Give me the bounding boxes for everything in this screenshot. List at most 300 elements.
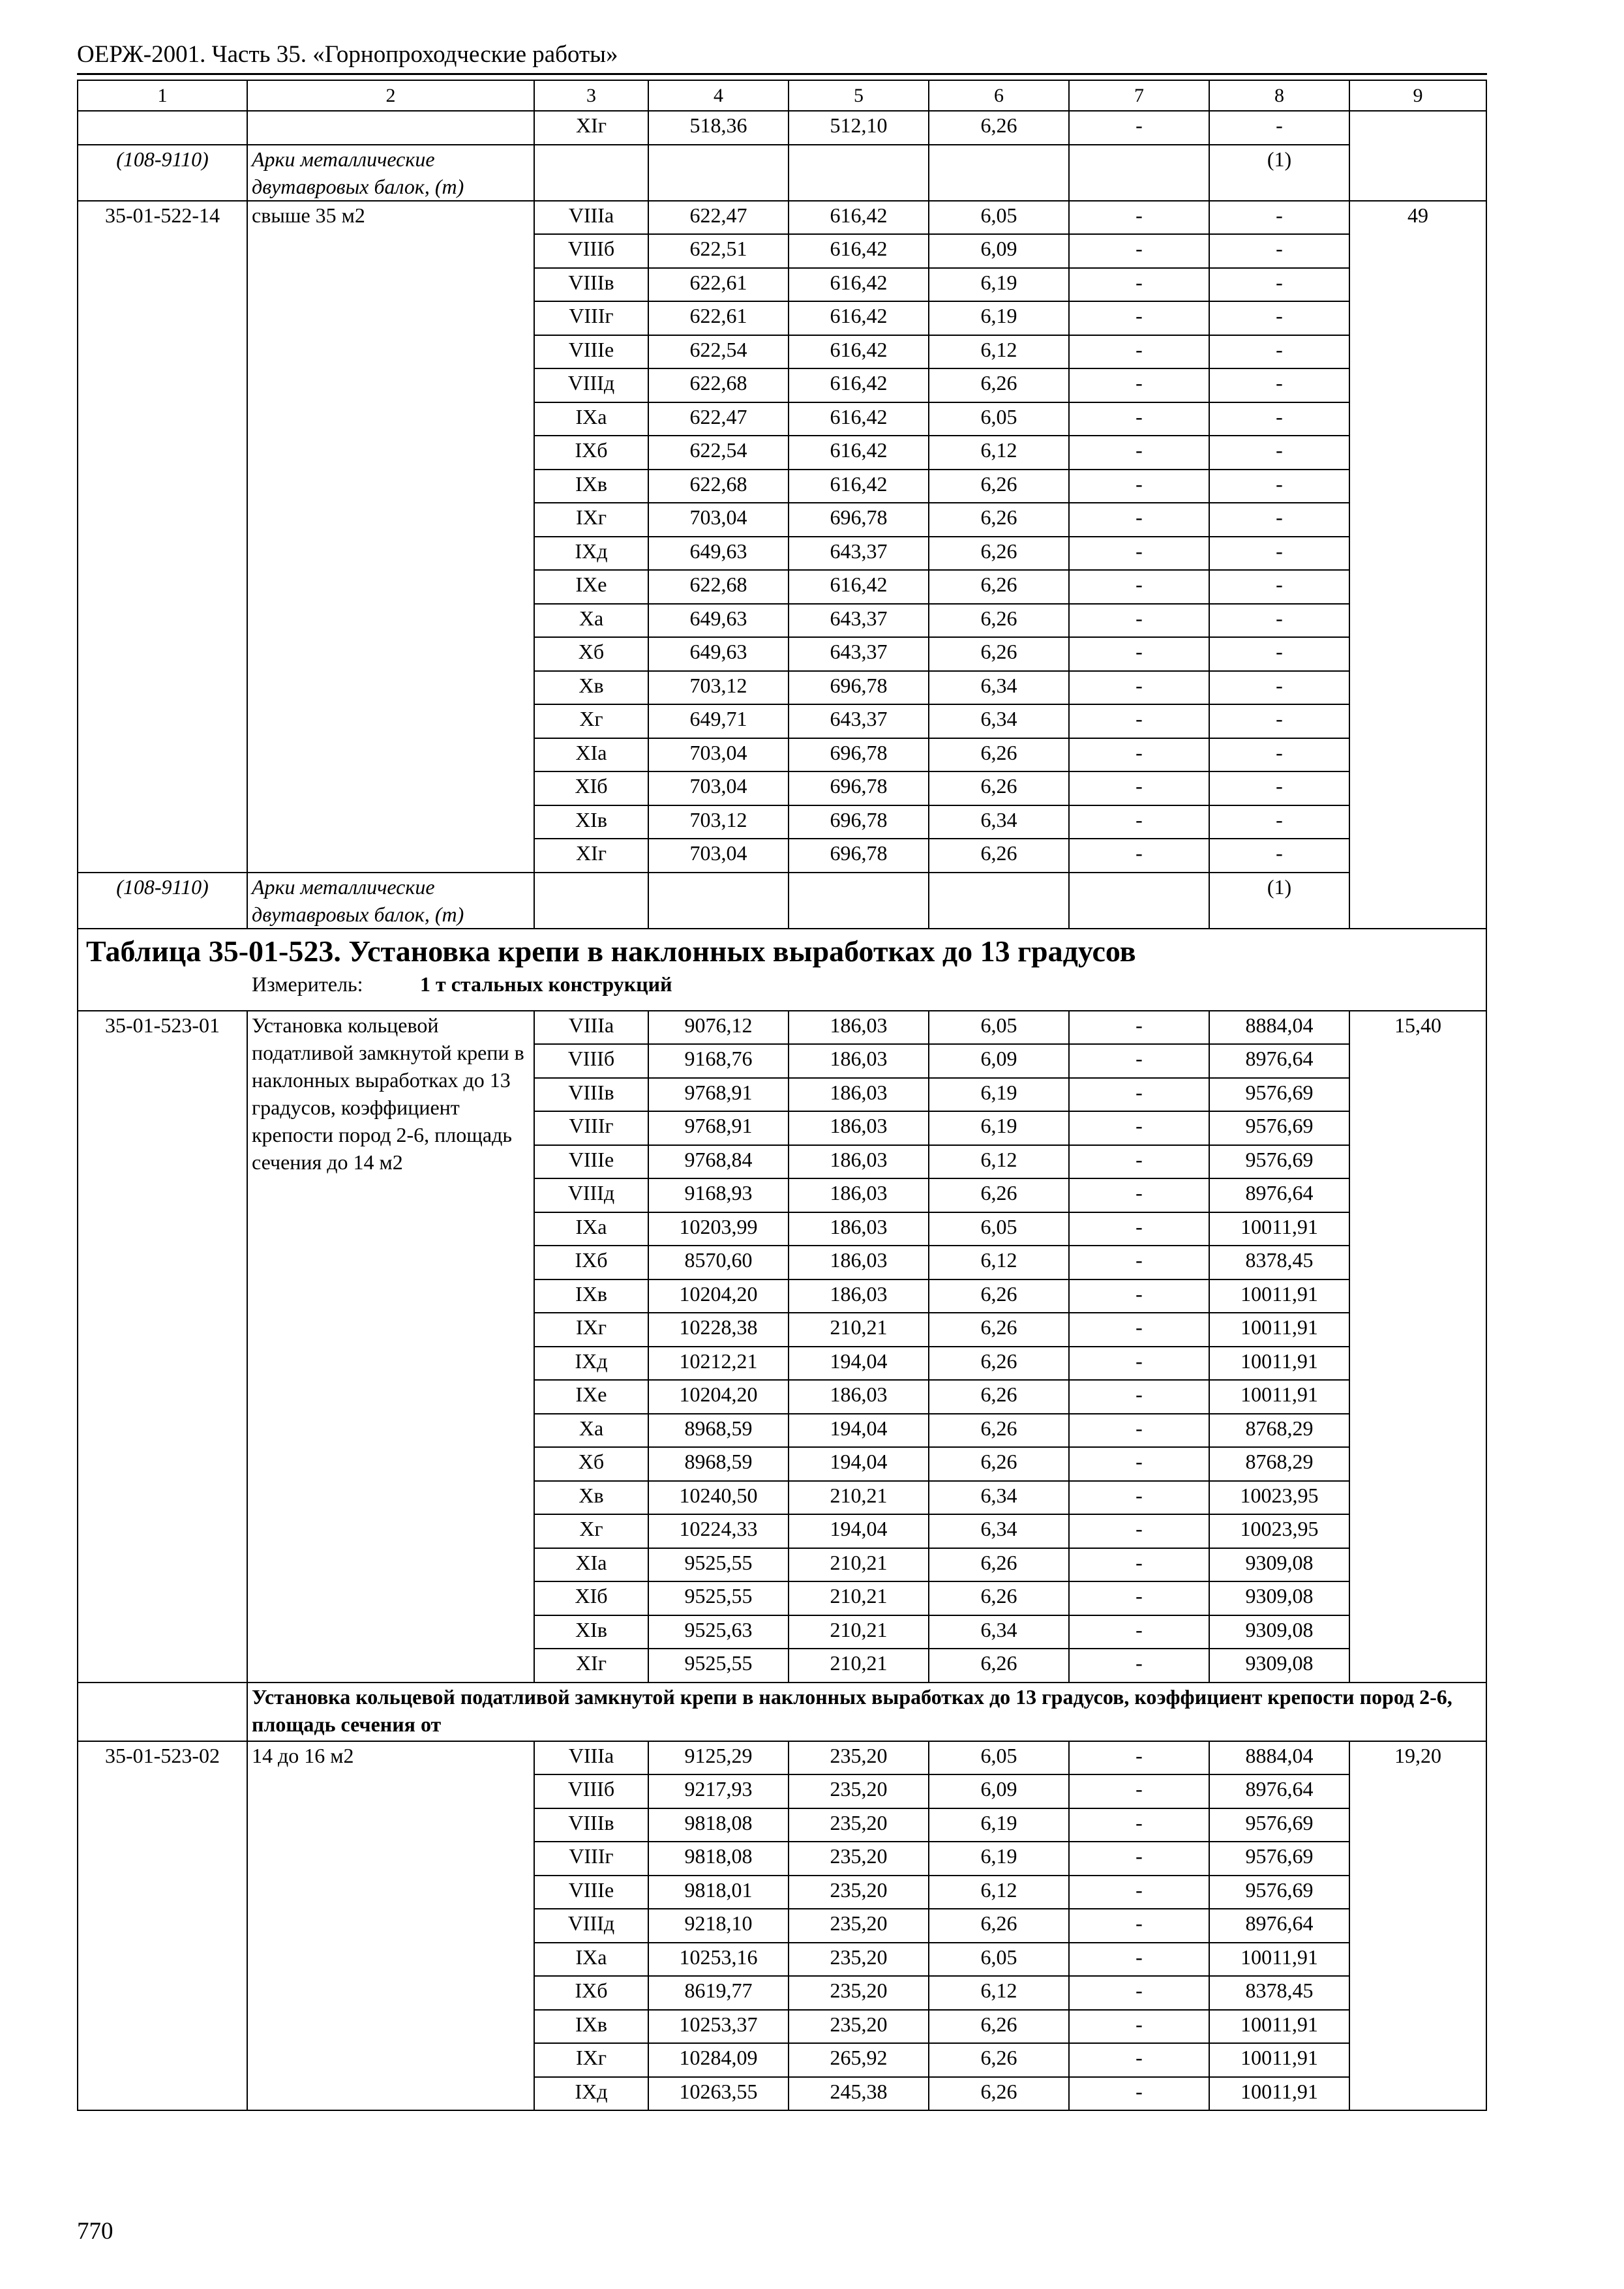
column-number-row [78,80,1486,111]
machines-cell: 6,26 [929,1548,1069,1582]
materials-cell: - [1209,537,1349,571]
zone-cell: Xб [534,637,648,671]
machines-cell: 6,09 [929,234,1069,268]
materials-cell: - [1209,301,1349,335]
total-cost-cell: 649,63 [648,604,789,638]
machinist-wages-cell: - [1069,1011,1209,1045]
wages-cell: 210,21 [789,1649,929,1683]
zone-cell: VIIIв [534,268,648,302]
zone-cell: IXб [534,1976,648,2010]
materials-cell: 9309,08 [1209,1649,1349,1683]
column-number: 2 [247,80,534,111]
materials-cell: 10011,91 [1209,1943,1349,1977]
total-cost-cell: 9525,55 [648,1649,789,1683]
machinist-wages-cell: - [1069,738,1209,772]
total-cost-cell: 10212,21 [648,1347,789,1381]
col9-cell: 19,20 [1349,1741,1486,2111]
materials-cell: 8378,45 [1209,1246,1349,1279]
wages-cell: 643,37 [789,704,929,738]
wages-cell: 616,42 [789,201,929,235]
wages-cell: 186,03 [789,1111,929,1145]
rates-table [77,80,1487,2111]
total-cost-cell: 9768,84 [648,1145,789,1179]
machines-cell: 6,05 [929,201,1069,235]
materials-cell: - [1209,570,1349,604]
empty-cell [648,873,789,929]
machines-cell: 6,26 [929,1279,1069,1313]
machines-cell: 6,26 [929,503,1069,537]
code-cell: 35-01-523-02 [78,1741,247,2111]
col9-cell: 15,40 [1349,1011,1486,1683]
empty-cell [929,145,1069,201]
machinist-wages-cell: - [1069,1481,1209,1515]
zone-cell: VIIIе [534,1876,648,1909]
table-title-cell [78,929,1486,1011]
machines-cell: 6,26 [929,470,1069,503]
code-cell [78,111,247,145]
total-cost-cell: 703,04 [648,839,789,873]
machinist-wages-cell: - [1069,1649,1209,1683]
machinist-wages-cell: - [1069,805,1209,839]
total-cost-cell: 9818,01 [648,1876,789,1909]
materials-cell: 9309,08 [1209,1548,1349,1582]
total-cost-cell: 622,47 [648,201,789,235]
machinist-wages-cell: - [1069,368,1209,402]
wages-cell: 696,78 [789,503,929,537]
machinist-wages-cell: - [1069,2043,1209,2077]
description-cell: 14 до 16 м2 [247,1741,534,2111]
machines-cell: 6,26 [929,738,1069,772]
materials-cell: 8884,04 [1209,1741,1349,1775]
machinist-wages-cell: - [1069,1414,1209,1448]
machinist-wages-cell: - [1069,1347,1209,1381]
machines-cell: 6,26 [929,637,1069,671]
empty-cell [648,145,789,201]
wages-cell: 643,37 [789,604,929,638]
machines-cell: 6,34 [929,1615,1069,1649]
machinist-wages-cell: - [1069,1380,1209,1414]
machines-cell: 6,26 [929,771,1069,805]
column-number: 7 [1069,80,1209,111]
total-cost-cell: 9168,76 [648,1044,789,1078]
total-cost-cell: 8570,60 [648,1246,789,1279]
zone-cell: Xа [534,1414,648,1448]
total-cost-cell: 9217,93 [648,1774,789,1808]
zone-cell: Xг [534,704,648,738]
machinist-wages-cell: - [1069,1313,1209,1347]
material-code: (108-9110) [78,145,247,201]
machinist-wages-cell: - [1069,1808,1209,1842]
wages-cell: 696,78 [789,805,929,839]
machines-cell: 6,19 [929,1808,1069,1842]
materials-cell: - [1209,335,1349,369]
wages-cell: 186,03 [789,1044,929,1078]
wages-cell: 265,92 [789,2043,929,2077]
materials-cell: - [1209,111,1349,145]
machinist-wages-cell: - [1069,1279,1209,1313]
materials-cell: - [1209,268,1349,302]
wages-cell: 235,20 [789,1943,929,1977]
measure-value: 1 т стальных конструкций [420,972,672,996]
materials-cell: 8378,45 [1209,1976,1349,2010]
machines-cell: 6,26 [929,537,1069,571]
machinist-wages-cell: - [1069,1548,1209,1582]
machines-cell: 6,19 [929,1111,1069,1145]
col9-cell: 49 [1349,201,1486,929]
materials-cell: - [1209,436,1349,470]
zone-cell: XIб [534,771,648,805]
table-title-row [78,929,1486,1011]
materials-cell: 10011,91 [1209,2077,1349,2111]
materials-cell: - [1209,839,1349,873]
materials-cell: 10011,91 [1209,2043,1349,2077]
wages-cell: 696,78 [789,671,929,705]
group-heading: Установка кольцевой податливой замкнутой крепи в наклонных выработках до 13 градусов, коэффициент крепости пород 2-6, площадь сечения от [247,1683,1486,1741]
materials-cell: 9576,69 [1209,1145,1349,1179]
zone-cell: VIIIв [534,1078,648,1112]
total-cost-cell: 9125,29 [648,1741,789,1775]
zone-cell: IXг [534,2043,648,2077]
zone-cell: VIIIг [534,1842,648,1876]
wages-cell: 186,03 [789,1246,929,1279]
machinist-wages-cell: - [1069,1976,1209,2010]
total-cost-cell: 703,04 [648,738,789,772]
wages-cell: 194,04 [789,1414,929,1448]
machinist-wages-cell: - [1069,771,1209,805]
zone-cell: Xб [534,1447,648,1481]
materials-cell: - [1209,805,1349,839]
wages-cell: 235,20 [789,2010,929,2044]
zone-cell: VIIIд [534,1178,648,1212]
total-cost-cell: 703,12 [648,805,789,839]
wages-cell: 616,42 [789,268,929,302]
zone-cell: XIв [534,805,648,839]
machinist-wages-cell: - [1069,637,1209,671]
total-cost-cell: 622,51 [648,234,789,268]
table-row [78,1011,1486,1045]
total-cost-cell: 8619,77 [648,1976,789,2010]
column-number: 4 [648,80,789,111]
group-heading-row [78,1683,1486,1741]
machinist-wages-cell: - [1069,704,1209,738]
machinist-wages-cell: - [1069,1909,1209,1943]
total-cost-cell: 649,71 [648,704,789,738]
wages-cell: 186,03 [789,1145,929,1179]
materials-cell: 9576,69 [1209,1842,1349,1876]
total-cost-cell: 9768,91 [648,1078,789,1112]
wages-cell: 616,42 [789,234,929,268]
machines-cell: 6,26 [929,1380,1069,1414]
machines-cell: 6,34 [929,1481,1069,1515]
machinist-wages-cell: - [1069,1876,1209,1909]
wages-cell: 210,21 [789,1548,929,1582]
page-header: ОЕРЖ-2001. Часть 35. «Горнопроходческие работы» [77,41,618,68]
materials-cell: 8976,64 [1209,1178,1349,1212]
column-number: 8 [1209,80,1349,111]
zone-cell: IXв [534,1279,648,1313]
machines-cell: 6,26 [929,2043,1069,2077]
zone-cell: VIIIа [534,201,648,235]
zone-cell: VIIIб [534,1774,648,1808]
zone-cell: IXд [534,2077,648,2111]
machines-cell: 6,26 [929,111,1069,145]
materials-cell: 10011,91 [1209,1212,1349,1246]
column-number: 9 [1349,80,1486,111]
description-cell [247,111,534,145]
total-cost-cell: 10203,99 [648,1212,789,1246]
total-cost-cell: 10284,09 [648,2043,789,2077]
zone-cell: XIг [534,839,648,873]
wages-cell: 616,42 [789,436,929,470]
machinist-wages-cell: - [1069,1111,1209,1145]
page-number: 770 [77,2218,113,2245]
materials-cell: - [1209,704,1349,738]
materials-cell: - [1209,503,1349,537]
zone-cell: XIа [534,1548,648,1582]
column-number: 3 [534,80,648,111]
table-row [78,1741,1486,1775]
wages-cell: 210,21 [789,1581,929,1615]
total-cost-cell: 9768,91 [648,1111,789,1145]
total-cost-cell: 622,61 [648,301,789,335]
wages-cell: 194,04 [789,1447,929,1481]
zone-cell: Xв [534,1481,648,1515]
zone-cell: XIг [534,1649,648,1683]
total-cost-cell: 9168,93 [648,1178,789,1212]
machinist-wages-cell: - [1069,1145,1209,1179]
total-cost-cell: 622,68 [648,570,789,604]
materials-cell: 10011,91 [1209,1380,1349,1414]
machines-cell: 6,34 [929,704,1069,738]
machines-cell: 6,19 [929,1842,1069,1876]
machinist-wages-cell: - [1069,2010,1209,2044]
machinist-wages-cell: - [1069,1246,1209,1279]
materials-cell: 10023,95 [1209,1514,1349,1548]
zone-cell: VIIIд [534,1909,648,1943]
wages-cell: 235,20 [789,1876,929,1909]
materials-cell: - [1209,470,1349,503]
machines-cell: 6,05 [929,1943,1069,1977]
machinist-wages-cell: - [1069,1615,1209,1649]
materials-cell: - [1209,637,1349,671]
machines-cell: 6,34 [929,671,1069,705]
col9-cell [1349,111,1486,201]
wages-cell: 616,42 [789,301,929,335]
total-cost-cell: 10228,38 [648,1313,789,1347]
materials-cell: 9309,08 [1209,1581,1349,1615]
total-cost-cell: 703,04 [648,771,789,805]
total-cost-cell: 622,68 [648,470,789,503]
empty-cell [1069,145,1209,201]
zone-cell: VIIIг [534,1111,648,1145]
total-cost-cell: 649,63 [648,537,789,571]
materials-cell: 8976,64 [1209,1909,1349,1943]
materials-cell: - [1209,368,1349,402]
machines-cell: 6,26 [929,1178,1069,1212]
wages-cell: 210,21 [789,1615,929,1649]
total-cost-cell: 10204,20 [648,1380,789,1414]
machines-cell: 6,26 [929,2010,1069,2044]
wages-cell: 235,20 [789,1774,929,1808]
empty-cell [789,873,929,929]
machinist-wages-cell: - [1069,268,1209,302]
total-cost-cell: 8968,59 [648,1447,789,1481]
zone-cell: IXд [534,537,648,571]
total-cost-cell: 9525,63 [648,1615,789,1649]
total-cost-cell: 9818,08 [648,1808,789,1842]
machinist-wages-cell: - [1069,570,1209,604]
code-cell: 35-01-523-01 [78,1011,247,1683]
machines-cell: 6,05 [929,1011,1069,1045]
machines-cell: 6,26 [929,2077,1069,2111]
total-cost-cell: 10204,20 [648,1279,789,1313]
materials-cell: - [1209,201,1349,235]
material-code: (108-9110) [78,873,247,929]
wages-cell: 186,03 [789,1078,929,1112]
wages-cell: 616,42 [789,335,929,369]
machinist-wages-cell: - [1069,1178,1209,1212]
machinist-wages-cell: - [1069,1842,1209,1876]
zone-cell: VIIIа [534,1741,648,1775]
materials-cell: - [1209,771,1349,805]
wages-cell: 616,42 [789,570,929,604]
materials-cell: 9576,69 [1209,1078,1349,1112]
machines-cell: 6,26 [929,1313,1069,1347]
machinist-wages-cell: - [1069,1447,1209,1481]
machines-cell: 6,12 [929,1246,1069,1279]
total-cost-cell: 518,36 [648,111,789,145]
wages-cell: 235,20 [789,1976,929,2010]
machinist-wages-cell: - [1069,839,1209,873]
total-cost-cell: 10253,37 [648,2010,789,2044]
total-cost-cell: 703,12 [648,671,789,705]
machines-cell: 6,12 [929,1976,1069,2010]
description-cell: Установка кольцевой податливой замкнутой крепи в наклонных выработках до 13 градусов, коэффициент крепости пород 2-6, площадь сечения до 14 м2 [247,1011,534,1683]
zone-cell: IXг [534,503,648,537]
machines-cell: 6,19 [929,1078,1069,1112]
zone-cell: VIIIг [534,301,648,335]
machines-cell: 6,26 [929,368,1069,402]
zone-cell: VIIIе [534,1145,648,1179]
wages-cell: 696,78 [789,738,929,772]
machines-cell: 6,12 [929,1876,1069,1909]
machinist-wages-cell: - [1069,1212,1209,1246]
total-cost-cell: 9218,10 [648,1909,789,1943]
machinist-wages-cell: - [1069,1581,1209,1615]
materials-cell: 10023,95 [1209,1481,1349,1515]
zone-cell: IXе [534,570,648,604]
materials-cell: 9576,69 [1209,1808,1349,1842]
machinist-wages-cell: - [1069,1514,1209,1548]
total-cost-cell: 8968,59 [648,1414,789,1448]
materials-cell: 8976,64 [1209,1044,1349,1078]
zone-cell: IXе [534,1380,648,1414]
machines-cell: 6,26 [929,839,1069,873]
zone-cell: Xв [534,671,648,705]
machines-cell: 6,26 [929,604,1069,638]
empty-cell [789,145,929,201]
zone-cell: IXб [534,436,648,470]
wages-cell: 643,37 [789,537,929,571]
zone-cell: VIIIв [534,1808,648,1842]
wages-cell: 194,04 [789,1347,929,1381]
machinist-wages-cell: - [1069,503,1209,537]
zone-cell: IXб [534,1246,648,1279]
machinist-wages-cell: - [1069,537,1209,571]
wages-cell: 235,20 [789,1808,929,1842]
zone-cell: XIа [534,738,648,772]
machines-cell: 6,26 [929,570,1069,604]
materials-cell: 10011,91 [1209,2010,1349,2044]
machines-cell: 6,12 [929,335,1069,369]
materials-cell: 9576,69 [1209,1876,1349,1909]
zone-cell: VIIIб [534,1044,648,1078]
machinist-wages-cell: - [1069,1943,1209,1977]
machines-cell: 6,26 [929,1581,1069,1615]
zone-cell: IXа [534,402,648,436]
machines-cell: 6,26 [929,1414,1069,1448]
total-cost-cell: 622,61 [648,268,789,302]
materials-cell: 8884,04 [1209,1011,1349,1045]
table-row [78,111,1486,145]
machines-cell: 6,26 [929,1447,1069,1481]
machinist-wages-cell: - [1069,436,1209,470]
machinist-wages-cell: - [1069,1044,1209,1078]
machinist-wages-cell: - [1069,335,1209,369]
column-number: 1 [78,80,247,111]
empty-cell [1069,873,1209,929]
material-description: Арки металлические двутавровых балок, (т) [247,873,534,929]
machines-cell: 6,19 [929,268,1069,302]
total-cost-cell: 9525,55 [648,1581,789,1615]
machines-cell: 6,34 [929,1514,1069,1548]
machines-cell: 6,05 [929,1741,1069,1775]
table-row [78,201,1486,235]
description-cell: свыше 35 м2 [247,201,534,873]
zone-cell: VIIIа [534,1011,648,1045]
zone-cell: VIIIд [534,368,648,402]
materials-cell: - [1209,234,1349,268]
wages-cell: 696,78 [789,839,929,873]
total-cost-cell: 703,04 [648,503,789,537]
wages-cell: 186,03 [789,1380,929,1414]
material-row [78,873,1486,929]
machinist-wages-cell: - [1069,111,1209,145]
materials-cell: - [1209,402,1349,436]
wages-cell: 194,04 [789,1514,929,1548]
zone-cell: IXв [534,470,648,503]
total-cost-cell: 622,47 [648,402,789,436]
materials-cell: 10011,91 [1209,1313,1349,1347]
total-cost-cell: 9818,08 [648,1842,789,1876]
total-cost-cell: 10253,16 [648,1943,789,1977]
wages-cell: 235,20 [789,1842,929,1876]
measure-label: Измеритель: [252,972,363,996]
wages-cell: 186,03 [789,1011,929,1045]
machinist-wages-cell: - [1069,301,1209,335]
total-cost-cell: 10224,33 [648,1514,789,1548]
machines-cell: 6,26 [929,1347,1069,1381]
machines-cell: 6,09 [929,1044,1069,1078]
total-cost-cell: 9076,12 [648,1011,789,1045]
total-cost-cell: 622,54 [648,436,789,470]
machines-cell: 6,05 [929,402,1069,436]
zone-cell: Xа [534,604,648,638]
wages-cell: 616,42 [789,368,929,402]
machines-cell: 6,09 [929,1774,1069,1808]
materials-cell: - [1209,604,1349,638]
materials-cell: - [1209,738,1349,772]
